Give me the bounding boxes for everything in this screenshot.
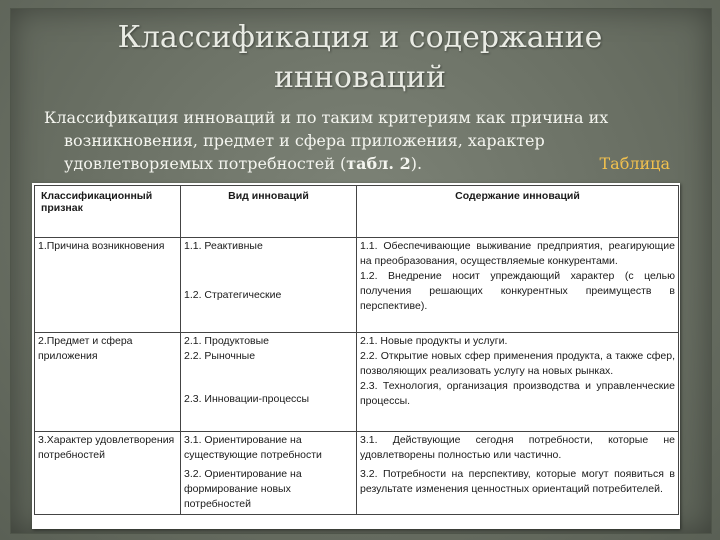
type-item: 1.1. Реактивные [184,240,263,252]
content-cell [357,238,679,333]
table-row [35,432,679,515]
table-reference: табл. 2 [346,154,411,173]
content-item: 2.1. Новые продукты и услуги. [360,335,508,347]
header-content: Содержание инноваций [357,186,679,238]
slide-title [0,18,720,98]
title-line-1: Классификация и содержание [117,20,603,55]
type-cell [181,333,357,432]
content-item: 3.2. Потребности на перспективу, которые могут появиться в результате изменения ценностных ориентаций потребителей. [360,468,675,495]
intro-line-3-pre: удовлетворяемых потребностей ( [64,154,347,173]
table-header-row [35,186,679,238]
type-item: 3.2. Ориентирование на формирование новых потребностей [184,468,302,510]
innovation-table-image [32,183,680,529]
type-cell [181,238,357,333]
content-item: 1.1. Обеспечивающие выживание предприятия, реагирующие на преобразования, осуществляемые конкурентами. [360,240,675,267]
type-item: 2.1. Продуктовые [184,335,270,347]
type-item: 2.3. Инновации-процессы [184,393,310,405]
criterion-cell: 2.Предмет и сфера приложения [35,333,181,432]
intro-text [44,106,684,175]
content-cell [357,333,679,432]
type-item: 2.2. Рыночные [184,350,256,362]
content-item: 2.2. Открытие новых сфер применения продукта, а также сфер, позволяющих реализовать услугу на новых рынках. [360,350,675,377]
type-item: 1.2. Стратегические [184,289,282,301]
title-line-2: инноваций [273,60,447,95]
table-row [35,333,679,432]
content-item: 3.1. Действующие сегодня потребности, которые не удовлетворены полностью или частично. [360,434,675,461]
header-type: Вид инноваций [181,186,357,238]
header-criterion: Классификационный признак [35,186,181,238]
content-item: 2.3. Технология, организация производства и управленческие процессы. [360,380,675,407]
intro-line-2: возникновения, предмет и сфера приложения, характер [64,131,545,150]
criterion-cell: 3.Характер удовлетворения потребностей [35,432,181,515]
criterion-cell: 1.Причина возникновения [35,238,181,333]
intro-line-3-post: ). [410,154,423,173]
type-item: 3.1. Ориентирование на существующие потребности [184,434,322,461]
content-item: 1.2. Внедрение носит упреждающий характер (с целью получения решающих конкурентных преимуществ в перспективе). [360,270,675,312]
intro-line-1: Классификация инноваций и по таким критериям как причина их [44,108,609,127]
table-caption-word: Таблица [599,154,670,173]
content-cell [357,432,679,515]
table-row [35,238,679,333]
type-cell [181,432,357,515]
intro-line-3 [44,152,684,175]
innovation-classification-table [34,185,679,515]
